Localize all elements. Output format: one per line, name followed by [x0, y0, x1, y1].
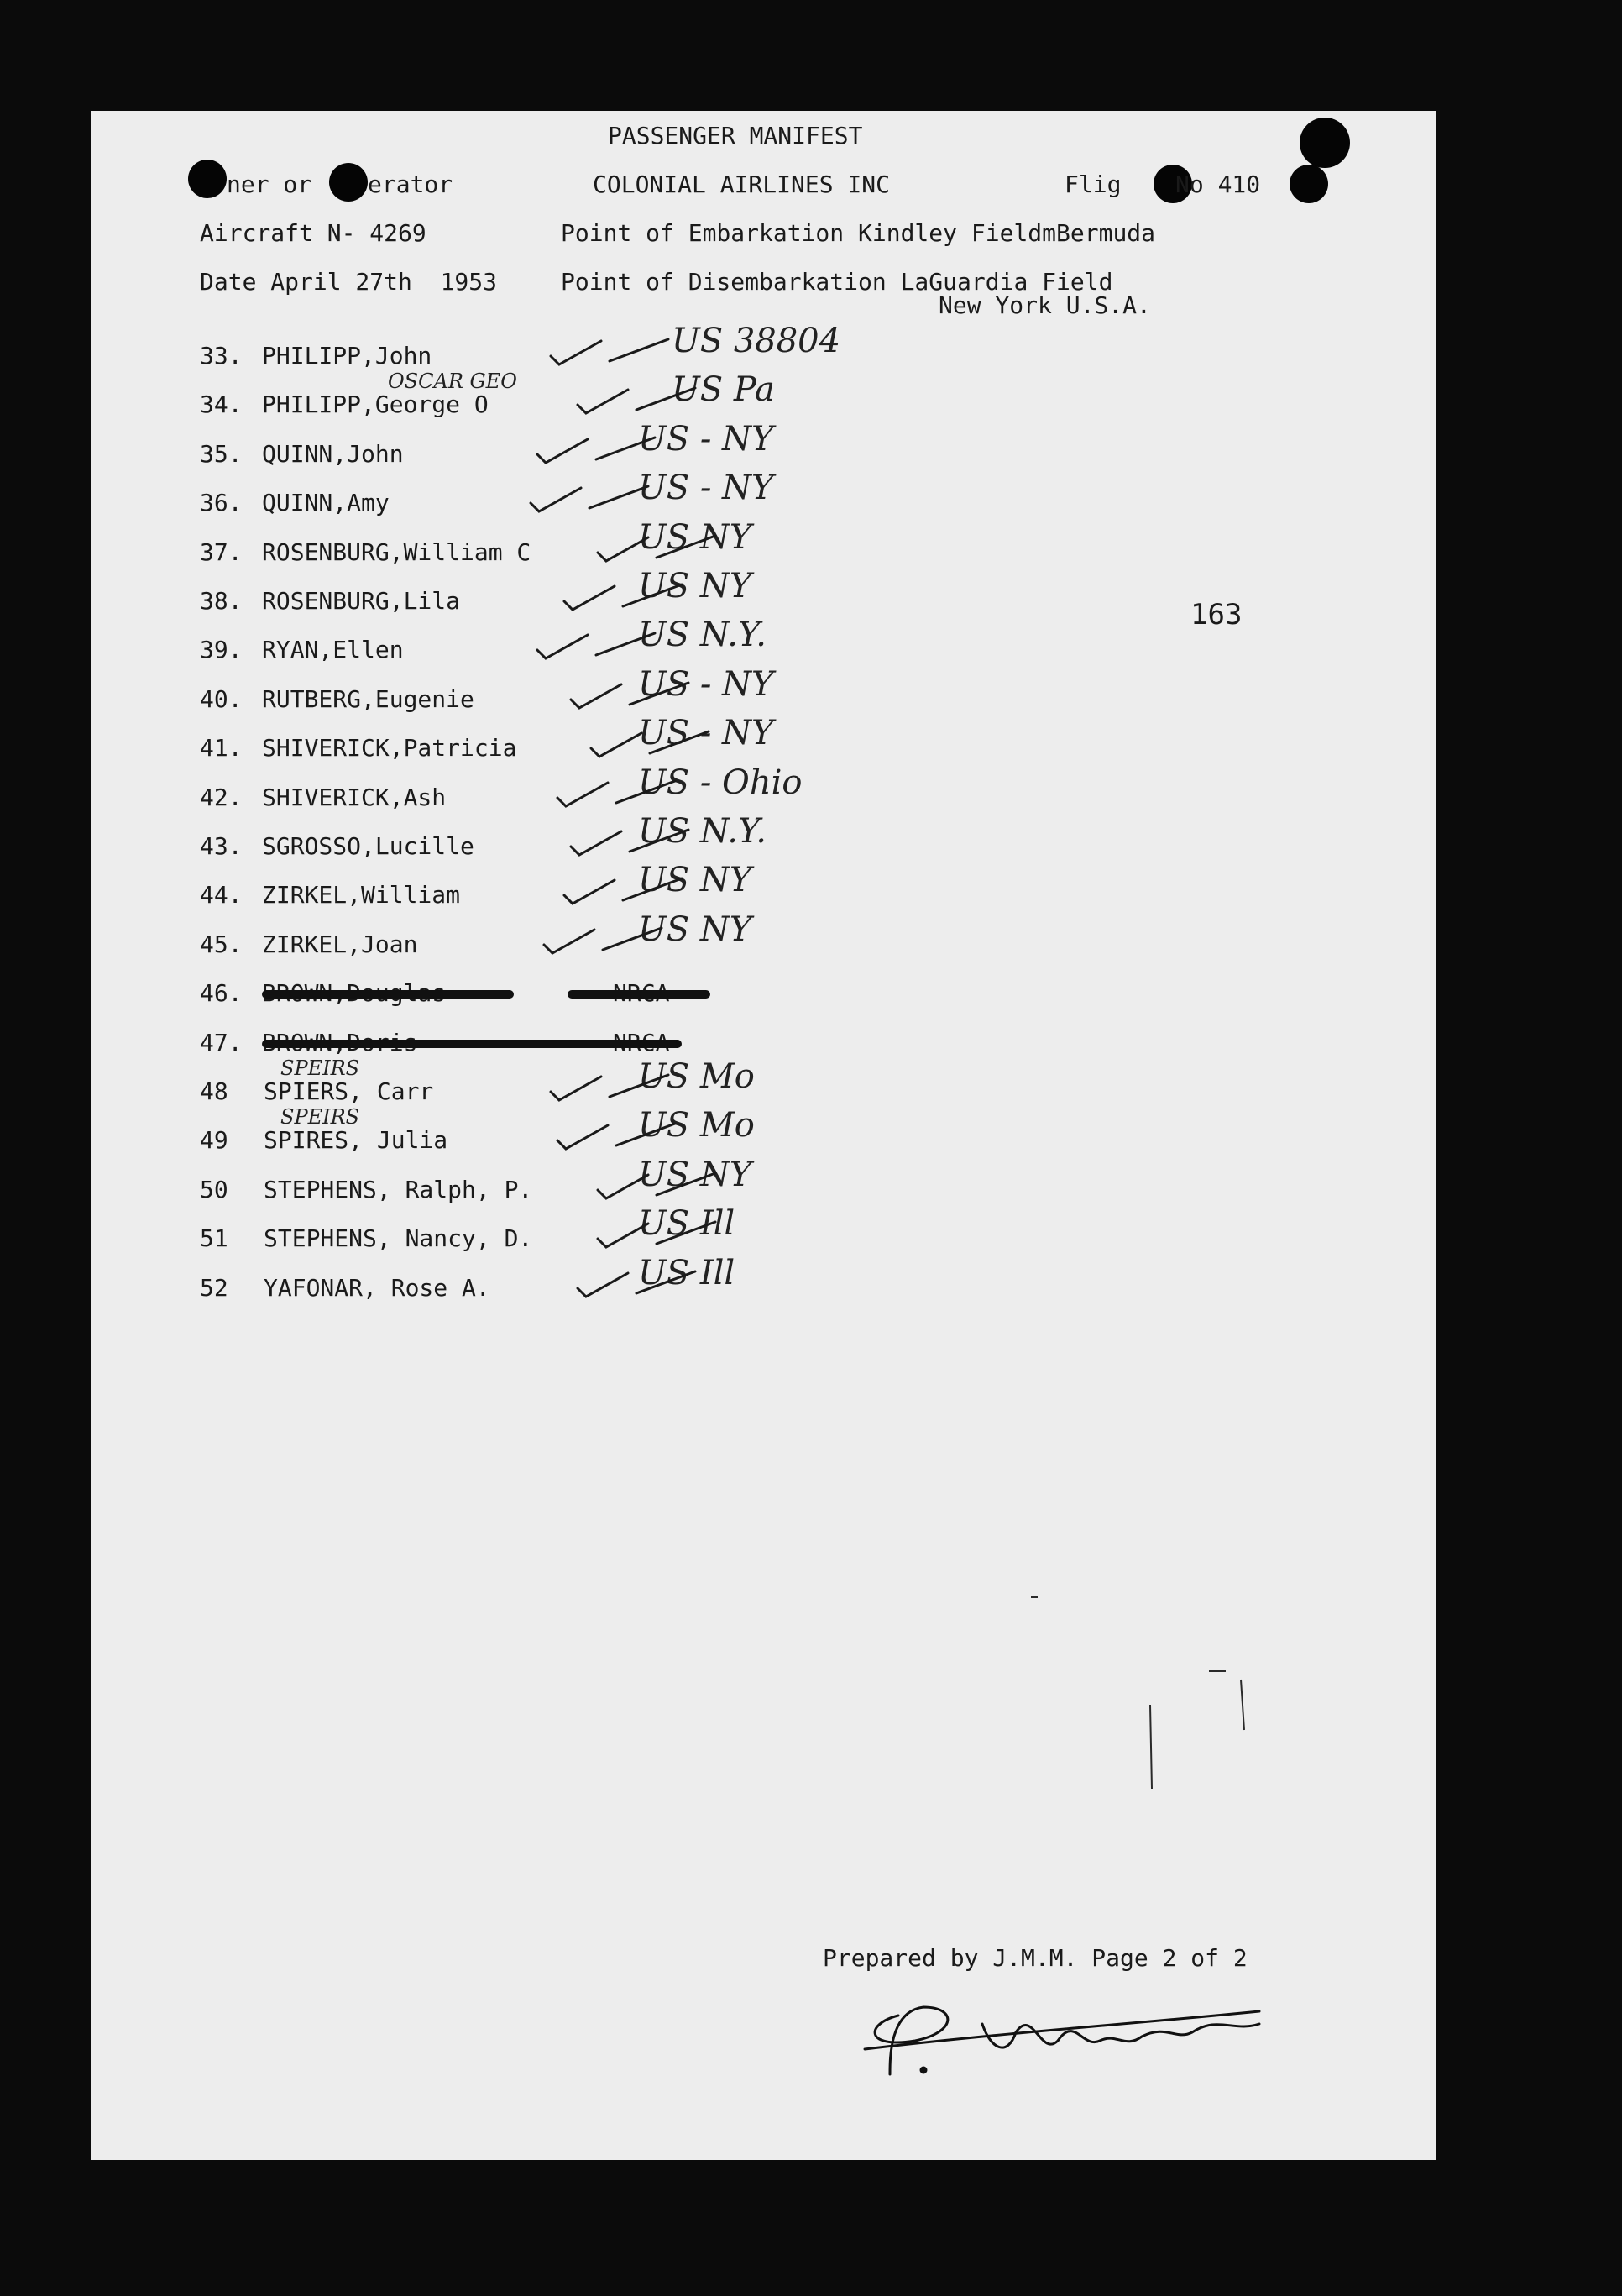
checkmark-icon [610, 1075, 668, 1097]
checkmark-icon [557, 1125, 608, 1149]
passenger-name: STEPHENS, Ralph, P. [264, 1176, 533, 1203]
passenger-number: 41. [200, 734, 243, 762]
passenger-number: 44. [200, 881, 243, 909]
checkmark-icon [537, 635, 588, 658]
passenger-number: 49 [200, 1126, 228, 1154]
citizenship-note: US NY [638, 910, 752, 949]
operator-label: erator [368, 170, 453, 198]
citizenship-note: US NY [638, 518, 752, 557]
passenger-name: PHILIPP,John [262, 342, 432, 370]
citizenship-note: US - NY [638, 469, 774, 507]
citizenship-note: US NY [638, 1156, 752, 1194]
name-annotation: SPEIRS [280, 1105, 360, 1129]
passenger-number: 36. [200, 489, 243, 516]
disembarkation-point: Point of Disembarkation LaGuardia Field [561, 268, 1113, 296]
passenger-number: 42. [200, 784, 243, 811]
passenger-number: 50 [200, 1176, 228, 1203]
checkmark-icon [578, 1273, 628, 1297]
citizenship-note: US Ill [638, 1204, 735, 1243]
citizenship-note: US 38804 [672, 322, 841, 360]
passenger-number: 47. [200, 1029, 243, 1056]
passenger-name: ROSENBURG,William C [262, 538, 531, 566]
checkmark-icon [630, 830, 688, 852]
passenger-name: SPIERS, Carr [264, 1077, 434, 1105]
passenger-number: 45. [200, 930, 243, 958]
passenger-name: ROSENBURG,Lila [262, 587, 461, 615]
checkmark-icon [564, 880, 615, 904]
owner-label: ner or [227, 170, 312, 198]
checkmark-icon [591, 733, 641, 757]
passenger-number: 33. [200, 342, 243, 370]
citizenship-note: US - NY [638, 714, 774, 752]
checkmark-icon [623, 584, 682, 606]
name-annotation: OSCAR GEO [388, 370, 517, 393]
checkmark-icon [623, 878, 682, 900]
checkmark-icon [657, 536, 715, 558]
citizenship-note: US - Ohio [638, 763, 803, 802]
passenger-name: SPIRES, Julia [264, 1126, 448, 1154]
checkmark-icon [598, 1175, 648, 1198]
citizenship-note: US Mo [638, 1106, 755, 1145]
checkmark-icon [636, 1271, 695, 1293]
flight-date: Date April 27th 1953 [200, 268, 498, 296]
passenger-number: 52 [200, 1274, 228, 1302]
smudge-line [1031, 1597, 1244, 1789]
passenger-number: 51 [200, 1224, 228, 1252]
checkmark-icon [596, 438, 655, 459]
citizenship-note: US Pa [672, 370, 775, 409]
passenger-number: 40. [200, 685, 243, 713]
signature-icon [865, 2007, 1259, 2074]
embarkation-point: Point of Embarkation Kindley FieldmBermuda [561, 219, 1156, 247]
prepared-by: Prepared by J.M.M. Page 2 of 2 [823, 1944, 1248, 1972]
passenger-name: RUTBERG,Eugenie [262, 685, 474, 713]
checkmark-icon [603, 928, 662, 950]
aircraft-number: Aircraft N- 4269 [200, 219, 426, 247]
checkmark-icon [537, 439, 588, 463]
citizenship-note: US NY [638, 567, 752, 605]
passenger-number: 48 [200, 1077, 228, 1105]
checkmark-icon [630, 683, 688, 705]
checkmark-icon [598, 1224, 648, 1247]
manifest-title: PASSENGER MANIFEST [608, 122, 863, 149]
passenger-name: ZIRKEL,Joan [262, 930, 418, 958]
passenger-name: YAFONAR, Rose A. [264, 1274, 490, 1302]
checkmark-icon [571, 684, 621, 708]
checkmark-icon [551, 1077, 601, 1100]
citizenship-note: US Ill [638, 1254, 735, 1292]
checkmark-icon [564, 586, 615, 610]
passenger-number: 35. [200, 440, 243, 468]
checkmark-icon [636, 388, 695, 410]
checkmark-icon [557, 783, 608, 806]
checkmark-icon [598, 537, 648, 561]
passenger-name: SGROSSO,Lucille [262, 832, 474, 860]
checkmark-icon [610, 339, 668, 361]
citizenship-note: US N.Y. [638, 812, 767, 851]
passenger-number: 39. [200, 636, 243, 663]
passenger-name: SHIVERICK,Patricia [262, 734, 517, 762]
passenger-number: 38. [200, 587, 243, 615]
checkmark-icon [531, 488, 581, 511]
checkmark-icon [571, 831, 621, 855]
disembarkation-city: New York U.S.A. [939, 291, 1151, 319]
checkmark-icon [596, 633, 655, 655]
citizenship-note: US N.Y. [638, 616, 767, 654]
passenger-number: 43. [200, 832, 243, 860]
passenger-name: RYAN,Ellen [262, 636, 404, 663]
checkmark-icon [657, 1173, 715, 1195]
passenger-name: QUINN,Amy [262, 489, 390, 516]
checkmark-icon [589, 486, 648, 508]
airline-name: COLONIAL AIRLINES INC [593, 170, 891, 198]
checkmark-icon [657, 1222, 715, 1244]
citizenship-note: US - NY [638, 420, 774, 459]
passenger-name: SHIVERICK,Ash [262, 784, 447, 811]
passenger-name: ZIRKEL,William [262, 881, 461, 909]
stamp-number: 163 [1190, 598, 1243, 632]
citizenship-note: US NY [638, 861, 752, 899]
checkmark-icon [616, 1124, 675, 1145]
checkmark-icon [551, 341, 601, 364]
passenger-name: STEPHENS, Nancy, D. [264, 1224, 533, 1252]
passenger-number: 34. [200, 391, 243, 418]
passenger-name: PHILIPP,George O [262, 391, 489, 418]
flight-number: No 410 [1175, 170, 1261, 198]
name-annotation: SPEIRS [280, 1056, 360, 1080]
checkmark-icon [616, 781, 675, 803]
passenger-name: QUINN,John [262, 440, 404, 468]
citizenship-note: US Mo [638, 1057, 755, 1096]
checkmark-icon [544, 930, 594, 953]
checkmark-icon [578, 390, 628, 413]
checkmark-icon [650, 731, 709, 753]
passenger-number: 37. [200, 538, 243, 566]
citizenship-note: US - NY [638, 665, 774, 704]
passenger-number: 46. [200, 979, 243, 1007]
flight-label: Flig [1065, 170, 1122, 198]
